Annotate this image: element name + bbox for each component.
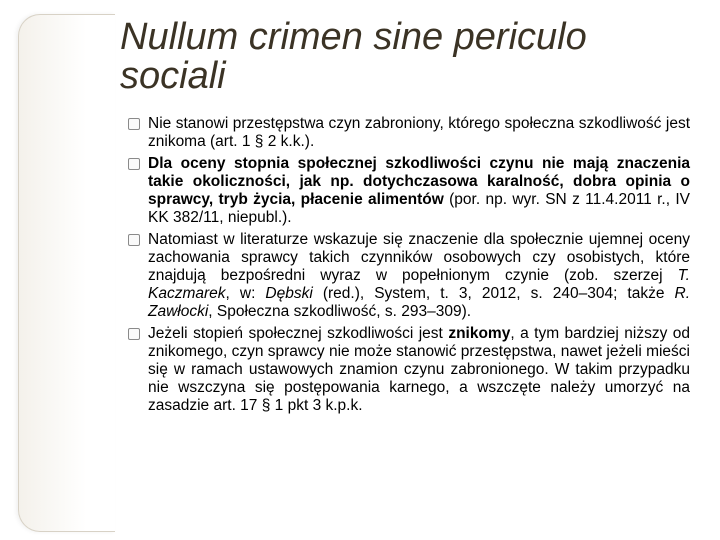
bullet-text: Dla oceny stopnia społecznej szkodliwości czynu nie mają znaczenia takie okoliczności, jak np. dotychczasowa karalność, dobra opinia o sprawcy, tryb życia, płacenie alimentów (148, 155, 690, 208)
bullet-marker-icon (128, 328, 140, 340)
bullet-marker-icon (128, 118, 140, 130)
decorative-frame (18, 14, 115, 532)
bullet-text: Nie stanowi przestępstwa czyn zabroniony, którego społeczna szkodliwość jest znikoma (art. 1 § 2 k.k.). (148, 115, 690, 150)
bullet-text: , w: (225, 285, 266, 302)
bullet-item (128, 231, 690, 321)
bullet-list (128, 115, 690, 419)
bullet-item (128, 155, 690, 227)
bullet-marker-icon (128, 158, 140, 170)
bullet-item (128, 325, 690, 415)
bullet-marker-icon (128, 234, 140, 246)
bullet-text: , Społeczna szkodliwość, s. 293–309). (208, 303, 472, 320)
bullet-text: (por. np. wyr. SN z 11.4.2011 r., IV KK 382/11, niepubl.). (148, 191, 690, 226)
bullet-text: Dębski (265, 285, 313, 302)
bullet-text: T. Kaczmarek (148, 267, 690, 302)
bullet-text: znikomy (448, 325, 511, 342)
slide-title: Nullum crimen sine periculo sociali (120, 16, 587, 97)
bullet-item (128, 115, 690, 151)
bullet-text: (red.), System, t. 3, 2012, s. 240–304; także (312, 285, 675, 302)
bullet-text: R. Zawłocki (148, 285, 690, 320)
bullet-text: Natomiast w literaturze wskazuje się znaczenie dla społecznie ujemnej oceny zachowania sprawcy takich czynników osobowych czy osobistych, które znajdują bezpośredni wyraz w popełnionym czynie (zob. szerzej (148, 231, 690, 284)
bullet-text: , a tym bardziej niższy od znikomego, czyn sprawcy nie może stanowić przestępstwa, nawet jeżeli mieści się w ramach ustawowych znamion czynu zabronionego. W takim przypadku nie wszczyna się postępowania karnego, a wszczęte należy umorzyć na zasadzie art. 17 § 1 pkt 3 k.p.k. (148, 325, 691, 414)
bullet-text: Jeżeli stopień społecznej szkodliwości jest (148, 325, 449, 342)
